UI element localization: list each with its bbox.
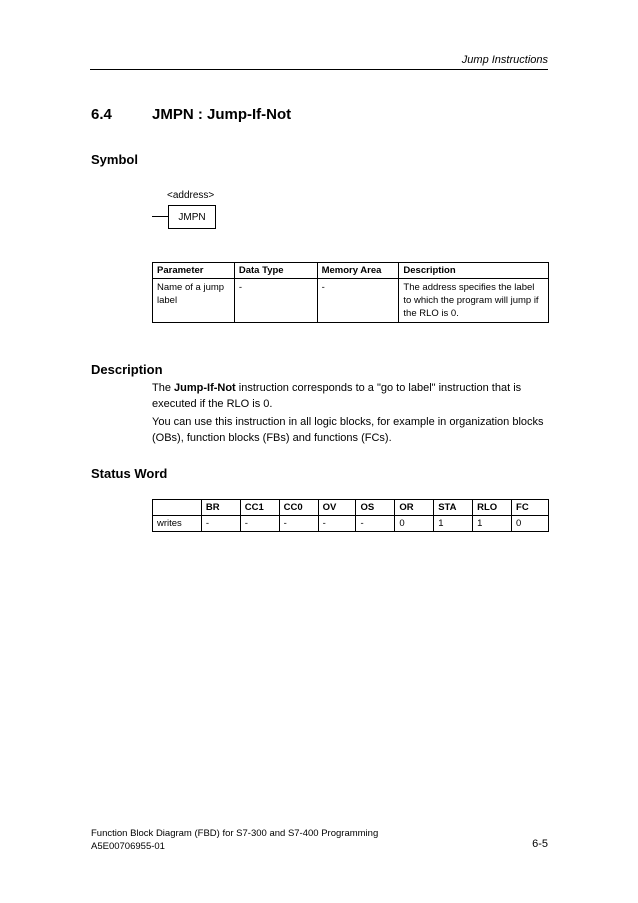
description-paragraph-1	[152, 380, 552, 412]
status-cell-sta: 1	[434, 516, 473, 532]
description-p1-bold: Jump-If-Not	[174, 382, 236, 394]
table-row	[153, 516, 549, 532]
status-cell-or: 0	[395, 516, 434, 532]
param-cell-memory-area: -	[317, 279, 399, 323]
table-row	[153, 279, 549, 323]
param-header-data-type: Data Type	[234, 263, 317, 279]
param-cell-parameter: Name of a jump label	[153, 279, 235, 323]
section-title: JMPN : Jump-If-Not	[152, 106, 292, 123]
header-rule	[90, 69, 548, 70]
description-p1-post: instruction corresponds to a "go to label" instruction that is executed if the RLO is 0.	[152, 382, 522, 410]
status-cell-cc1: -	[240, 516, 279, 532]
chapter-title: Jump Instructions	[461, 54, 548, 66]
symbol-heading: Symbol	[91, 152, 138, 167]
footer-document-id: A5E00706955-01	[91, 841, 165, 852]
param-header-description: Description	[399, 263, 549, 279]
description-paragraph-2: You can use this instruction in all logic blocks, for example in organization blocks (OBs), function blocks (FBs) and functions (FCs).	[152, 416, 544, 444]
status-header-cc0: CC0	[279, 500, 318, 516]
symbol-address-label: <address>	[167, 190, 215, 201]
page-number: 6-5	[532, 838, 548, 850]
status-cell-os: -	[356, 516, 395, 532]
status-cell-fc: 0	[512, 516, 549, 532]
symbol-box	[168, 205, 216, 229]
param-header-memory-area: Memory Area	[317, 263, 399, 279]
status-cell-br: -	[201, 516, 240, 532]
status-header-empty	[153, 500, 202, 516]
status-header-br: BR	[201, 500, 240, 516]
status-cell-ov: -	[318, 516, 356, 532]
param-cell-data-type: -	[234, 279, 317, 323]
param-cell-description: The address specifies the label to which the program will jump if the RLO is 0.	[399, 279, 549, 323]
status-word-table	[152, 499, 549, 532]
param-header-parameter: Parameter	[153, 263, 235, 279]
status-header-sta: STA	[434, 500, 473, 516]
status-header-rlo: RLO	[473, 500, 512, 516]
status-cell-rlo: 1	[473, 516, 512, 532]
status-header-os: OS	[356, 500, 395, 516]
parameter-table	[152, 262, 549, 323]
status-header-or: OR	[395, 500, 434, 516]
status-header-fc: FC	[512, 500, 549, 516]
status-header-cc1: CC1	[240, 500, 279, 516]
status-cell-cc0: -	[279, 516, 318, 532]
symbol-box-label: JMPN	[178, 211, 206, 223]
status-word-heading: Status Word	[91, 466, 168, 481]
section-number: 6.4	[91, 106, 112, 123]
status-header-ov: OV	[318, 500, 356, 516]
symbol-input-line	[152, 216, 168, 217]
description-heading: Description	[91, 362, 163, 377]
description-p1-pre: The	[152, 382, 175, 394]
footer-manual-title: Function Block Diagram (FBD) for S7-300 and S7-400 Programming	[91, 828, 379, 839]
status-cell-label: writes	[153, 516, 202, 532]
